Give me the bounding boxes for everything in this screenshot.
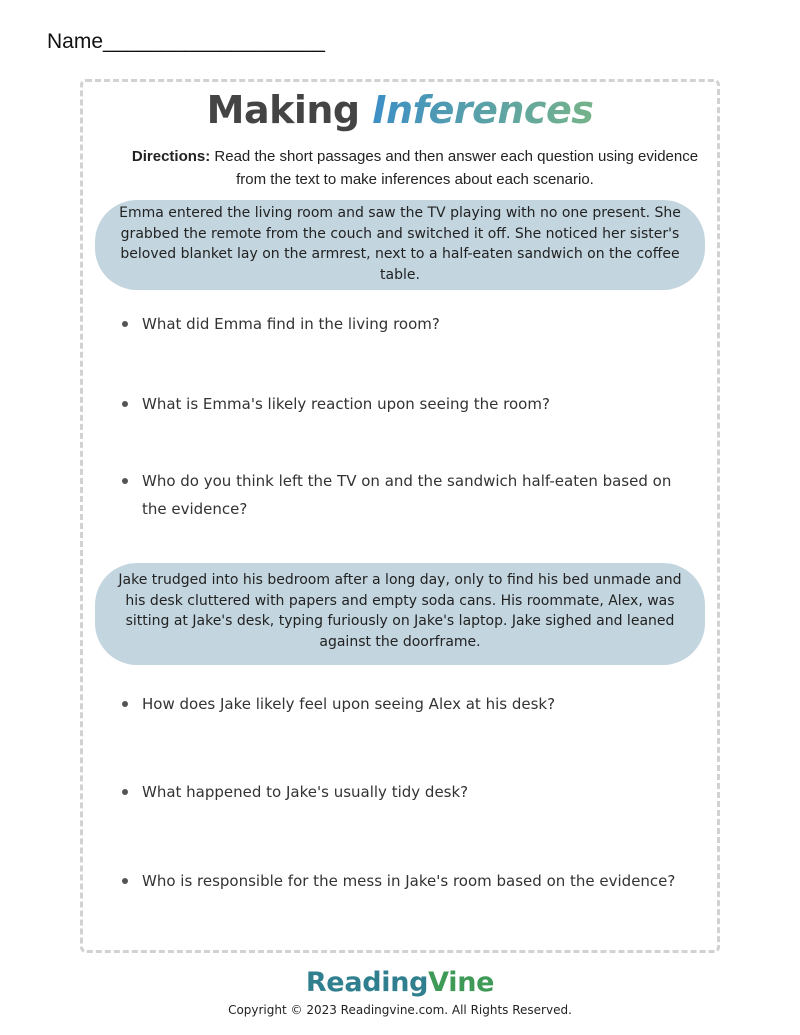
question-text: Who is responsible for the mess in Jake's room based on the evidence? [142,872,676,890]
name-field-line [47,30,325,54]
question-item [122,690,692,718]
passage-text: Jake trudged into his bedroom after a long day, only to find his bed unmade and his desk cluttered with papers and empty soda cans. His roommate, Alex, was sitting at Jake's desk, typing furiously on Jake's laptop. Jake sighed and leaned against the doorframe. [118,572,682,650]
bullet [122,401,128,407]
name-label: Name [47,30,104,53]
question-text: What did Emma find in the living room? [142,315,440,333]
readingvine-logo [0,967,800,998]
copyright-notice: Copyright © 2023 Readingvine.com. All Rights Reserved. [228,1003,572,1017]
title-word-making: Making [206,88,360,132]
bullet [122,701,128,707]
question-item [122,467,692,523]
directions [120,145,710,191]
brand-word-reading: Reading [305,967,429,998]
directions-label: Directions: [131,148,211,165]
bullet [122,321,128,327]
name-blank: ___________________ [103,30,325,53]
passage-box [95,563,705,665]
directions-text: Read the short passages and then answer each question using evidence from the text to make inferences about each scenario. [210,148,699,188]
question-text: How does Jake likely feel upon seeing Alex at his desk? [142,695,556,713]
title-word-inferences: Inferences [372,88,594,132]
passage-text: Emma entered the living room and saw the TV playing with no one present. She grabbed the remote from the couch and switched it off. She noticed her sister's beloved blanket lay on the armrest, next to a half-eaten sandwich on the coffee table. [119,205,681,283]
brand-word-vine: Vine [428,967,495,998]
question-item [122,310,692,338]
question-item [122,867,692,895]
question-item [122,390,692,418]
question-text: What happened to Jake's usually tidy desk? [142,783,469,801]
question-item [122,778,692,806]
passage-box [95,200,705,290]
bullet [122,789,128,795]
question-text: Who do you think left the TV on and the sandwich half-eaten based on the evidence? [142,472,672,518]
question-text: What is Emma's likely reaction upon seeing the room? [142,395,550,413]
worksheet-title [0,88,800,132]
bullet [122,478,128,484]
bullet [122,878,128,884]
